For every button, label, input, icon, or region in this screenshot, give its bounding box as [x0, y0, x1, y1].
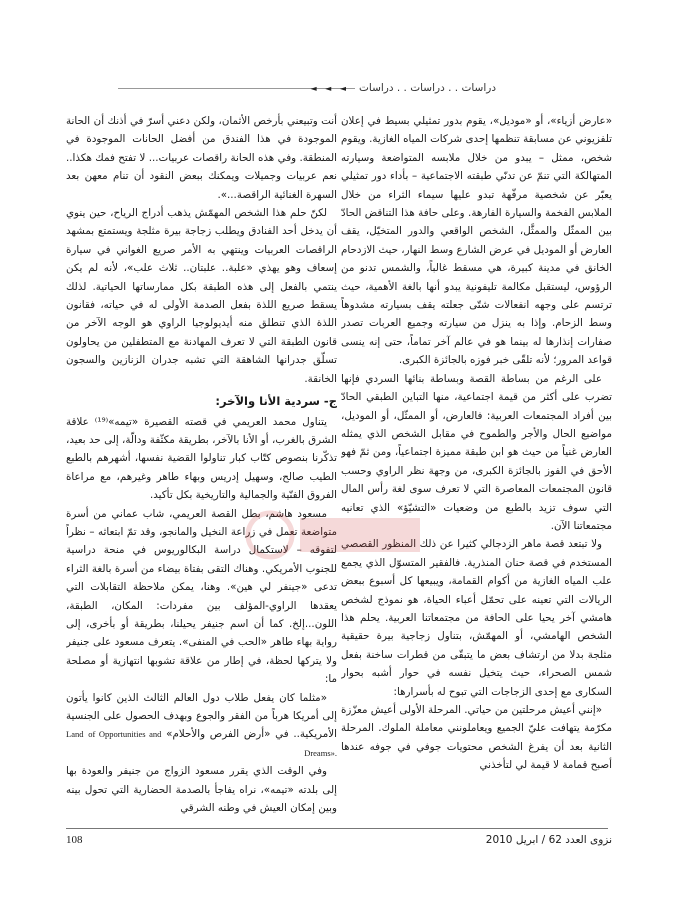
footer-rule — [66, 828, 608, 829]
section-breadcrumb: دراسات . . دراسات . . دراسات — [355, 82, 500, 94]
english-reference: Land — [66, 729, 84, 740]
paragraph: مسعود هاشم، بطل القصة العريمي، شاب عماني من أسرة متواضعة تعمل في زراعة النخيل والمانجو، وقد تمّ ابتعاثه – نظراً لتفوقه – لاستكمال دراسة البكالوريوس في منحة دراسية للجنوب الأمريكي. وهناك التقى بفتاة بيضاء من أسرة بالغة الثراء تدعى «جينفر لي هين». وهنا، يمكن ملاحظة التقابلات التي يعقدها الراوي-المؤلف بين مفردات: المكان، الطبقة، اللون...إلخ. كما أن اسم جنيفر يحيلنا، بطريقة أو بأخرى، إلى رواية بهاء طاهر «الحب في المنفى». يتعرف مسعود على جنيفر ولا يتركها لحظة، في إطار من علاقة تشوبها انتهازية أو مصلحة ما: — [66, 507, 337, 686]
section-subheading: ج- سردية الأنا والآخر: — [215, 394, 337, 409]
paragraph: لكنّ حلم هذا الشخص المهمّش يذهب أدراج الرياح، حين ينوي أن يدخل أحد الفنادق ويطلب زجاجة بيرة مثلجة ويستمتع بمشهد الراقصات العربيات وينتهي به الأمر صريع الغواني في سيارة إسعاف وهو يهذي «علبة.. علبتان.. ثلاث علب»، لأنه لم يكن ينتمي بالفعل إلى هذه الطبقة بكل ممارساتها الحياتية. لذلك يسقط صريع اللذة بفعل الصدمة الأولى له في حياته، فقانون اللذة الذي تنطلق منه أيديولوجيا الراوي هو الوجه الآخر من قانون الطبقة التي لا تعرف المهادنة مع المتطفلين من يحاولون تسلّق جدرانها الشاهقة التي تشبه جدران الزنازين والسجون الخانقة. — [66, 207, 337, 385]
paragraph: وفي الوقت الذي يقرر مسعود الزواج من جنيفر والعودة بها إلى بلدته «تيمه»، نراه يفاجأ بالصدمة الحضارية التي تحول بينه وبين إمكان العيش في وطنه الشرقي — [66, 765, 337, 815]
arrow-left-icons: ◄ ◄ ◄ — [310, 83, 349, 93]
page-number: 108 — [66, 834, 83, 846]
right-column — [341, 112, 612, 822]
quote-paragraph — [66, 689, 337, 763]
issue-info: نزوى العدد 62 / ابريل 2010 — [485, 834, 612, 846]
paragraph: «إنني أعيش مرحلتين من حياتي. المرحلة الأولى أعيش معزّزة مكرّمة يتهافت عليّ الجميع ويعاملونني معاملة الملوك. المرحلة الثانية بعد أن يفرغ الشخص محتويات جوفي في جوفه عندها أصبح قمامة لا قيمة لي لتأخذني — [341, 704, 612, 772]
english-reference: of Opportunities and Dreams». — [88, 729, 337, 758]
quote-text: «مثلما كان يفعل طلاب دول العالم الثالث الذين كانوا يأتون إلى أمريكا هرباً من الفقر والجوع وبهدف الحصول على الجنسية الأمريكية.. في «أرض الفرص والأحلام» — [66, 691, 337, 741]
paragraph: يتناول محمد العريمي في قصته القصيرة «تيمه»⁽¹⁹⁾ علاقة الشرق بالغرب، أو الأنا بالآخر، بطريقة مكثّفة ودالّة، إلى حد بعيد، تذكّرنا بنصوص كتّاب كبار تناولوا القضية نفسها، أشهرهم بالطبع الطيب صالح، وسهيل إدريس وبهاء طاهر وغيرهم، مع مراعاة الفروق الفنّية والجمالية والتاريخية بكل تأكيد. — [66, 415, 337, 502]
paragraph: على الرغم من بساطة القصة وبساطة بنائها السردي فإنها تضرب على أكثر من قيمة اجتماعية، منها التباين الطبقي الحادّ بين أفراد المجتمعات العربية: فالعارض، أو الممثّل، أو الموديل، مواضيع الحال والأجر والطموح في مقابل الشخص الذي يمثله العارض غنياً من حيث هو ابن طبقة مميزة اجتماعياً، ومن ثمّ فهو الأحق في الفوز بالجائزة الكبرى، من وجهة نظر الراوي وحسب قانون المجتمعات المعاصرة التي لا تعرف سوى لغة رأس المال التي سوف تزيد بالطبع من وضعيات «التشيّؤ» الذي تعانيه مجتمعاتنا الآن. — [341, 372, 612, 532]
paragraph: «عارض أزياء»، أو «موديل»، يقوم بدور تمثيلي بسيط في إعلان تلفزيوني عن مسابقة تنظمها إحدى شركات المياه الغازية. ويقوم شخص، ممثل – يبدو من خلال ملابسه المتواضعة وسيارته المتهالكة التي تنمّ عن تدنّي طبقته الاجتماعية – بأداء دور تمثيلي يعبّر عن شخصية مرفّهة تبدو عليها سيماء الثراء من خلال الملابس الفخمة والسيارة الفارهة. وعلى حافة هذا التناقض الحادّ بين الممثّل والممثَّل، الشخص الواقعي والدور المتخيّل، يقف العارض أو الموديل في عرض الشارع وسط النهار، حيث الازدحام الخانق في مدينة كبيرة، هي مسقط غالباً، والشمس تدنو من الرؤوس، ليستقبل مكالمة تليفونية يبدو أنها بالغة الأهمية، حيث ترتسم على وجهه انفعالات شتّى جعلته يقف بسيارته مشدوهاً وسط الزحام. وإذا به ينزل من سيارته وجميع العربات تصدر صفارات إنذارها له بينما هو في عالم آخر تماماً، حتى إنه ينسى قواعد المرور؛ لأنه تلقّى خبر فوزه بالجائزة الكبرى. — [341, 115, 612, 367]
left-column — [66, 112, 337, 822]
paragraph: ولا تبتعد قصة ماهر الزدجالي كثيرا عن ذلك المنظور القصصي المستخدم في قصة حنان المنذرية. فالفقير المتسوّل الذي يجمع علب المياه الغازية من أكوام القمامة، ويبيعها كل أسبوع ببعض الريالات التي تعينه على تحمّل أعباء الحياة، هو نموذج لشخص هامشي آخر يحيا على الحافة من مجتمعاتنا العربية. يحلم هذا الشخص الهامشي، أو المهمّش، بتناول زجاجية بيرة حقيقية مثلجة بدلا من ارتشاف بعض ما يتبقّى من قطرات ساخنة بفعل شمس الصحراء، حيث يتخيل نفسه في حوار أشبه بحوار السكارى مع إحدى الزجاجات التي تبوح له بأسرارها: — [341, 538, 612, 698]
paragraph: أنت وتبيعني بأرخص الأثمان، ولكن دعني أسرّ في أذنك أن الحانة الموجودة في هذا الفندق من أفضل الحانات الموجودة في المنطقة. وفي هذه الحانة راقصات عربيات... لا تفتح فمك هكذا.. نعم عربيات وجميلات ويمكنك ببعض النقود أن تنام معهن بعد السهرة الغنائية الراقصة...». — [66, 115, 337, 201]
section-header — [100, 78, 500, 98]
